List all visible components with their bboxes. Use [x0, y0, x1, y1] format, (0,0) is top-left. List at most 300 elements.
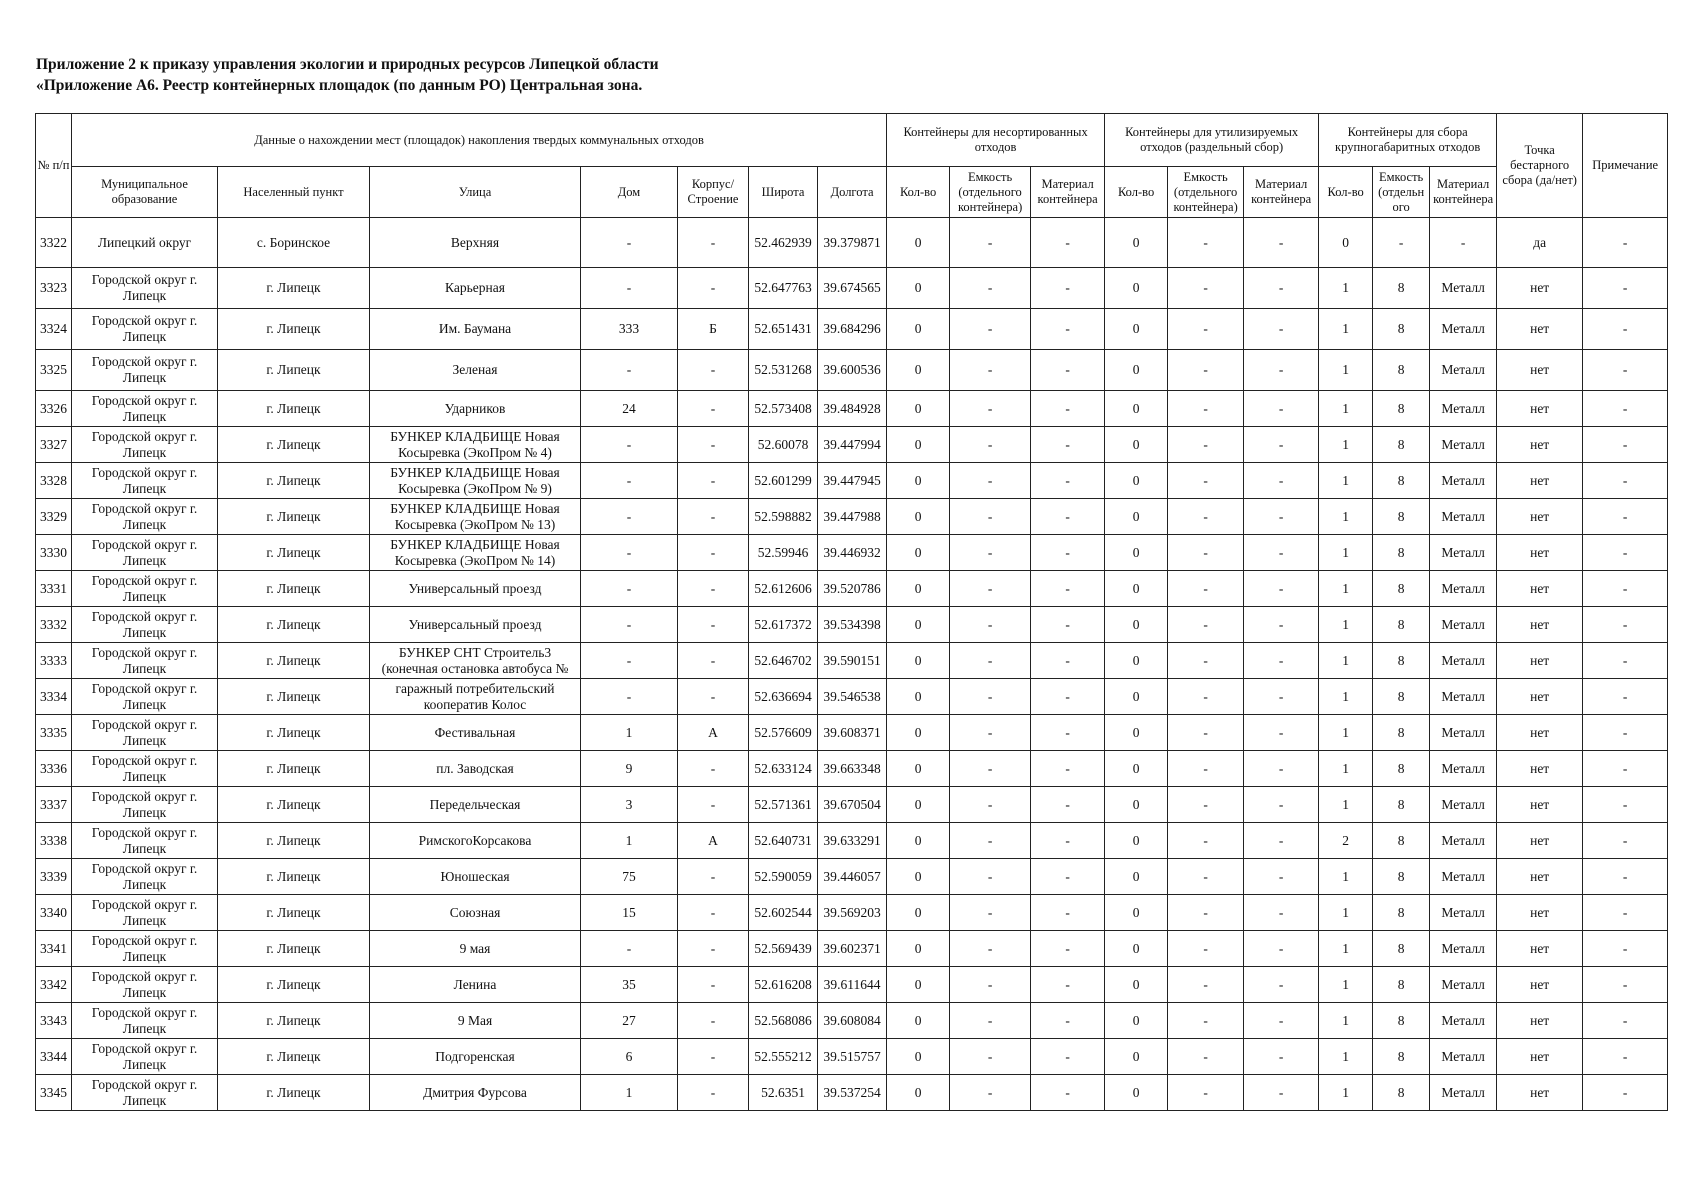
cell-unsorted-material: -: [1031, 1039, 1105, 1075]
cell-latitude: 52.640731: [749, 823, 818, 859]
cell-street: пл. Заводская: [370, 751, 581, 787]
cell-longitude: 39.447994: [818, 427, 887, 463]
cell-house: 1: [581, 715, 678, 751]
cell-recyclable-material: -: [1244, 967, 1319, 1003]
col-municipality-header: Муниципальное образование: [72, 167, 218, 218]
cell-municipality: Городской округ г. Липецк: [72, 350, 218, 391]
cell-bulky-count: 1: [1319, 268, 1373, 309]
cell-recyclable-count: 0: [1105, 463, 1168, 499]
cell-recyclable-material: -: [1244, 859, 1319, 895]
cell-house: -: [581, 350, 678, 391]
cell-street: Универсальный проезд: [370, 571, 581, 607]
cell-number: 3338: [36, 823, 72, 859]
cell-number: 3343: [36, 1003, 72, 1039]
cell-note: -: [1583, 715, 1668, 751]
cell-bulky-count: 1: [1319, 499, 1373, 535]
cell-recyclable-capacity: -: [1168, 499, 1244, 535]
table-row: [36, 499, 1668, 535]
cell-longitude: 39.447945: [818, 463, 887, 499]
cell-unsorted-count: 0: [887, 1039, 950, 1075]
cell-note: -: [1583, 427, 1668, 463]
cell-latitude: 52.571361: [749, 787, 818, 823]
col-unsorted-count-header: Кол-во: [887, 167, 950, 218]
cell-building: А: [678, 715, 749, 751]
cell-bulky-capacity: 8: [1373, 751, 1430, 787]
cell-bulky-capacity: 8: [1373, 1075, 1430, 1111]
cell-longitude: 39.446932: [818, 535, 887, 571]
cell-municipality: Городской округ г. Липецк: [72, 823, 218, 859]
cell-recyclable-capacity: -: [1168, 787, 1244, 823]
cell-number: 3331: [36, 571, 72, 607]
cell-latitude: 52.646702: [749, 643, 818, 679]
cell-note: -: [1583, 1039, 1668, 1075]
cell-building: -: [678, 1039, 749, 1075]
cell-recyclable-capacity: -: [1168, 391, 1244, 427]
cell-settlement: г. Липецк: [218, 1003, 370, 1039]
cell-unsorted-material: -: [1031, 751, 1105, 787]
col-group-location: Данные о нахождении мест (площадок) накопления твердых коммунальных отходов: [72, 114, 887, 167]
cell-recyclable-material: -: [1244, 427, 1319, 463]
cell-note: -: [1583, 499, 1668, 535]
cell-number: 3332: [36, 607, 72, 643]
cell-bulky-capacity: 8: [1373, 715, 1430, 751]
cell-latitude: 52.569439: [749, 931, 818, 967]
cell-recyclable-capacity: -: [1168, 218, 1244, 268]
cell-unsorted-capacity: -: [950, 643, 1031, 679]
cell-unsorted-material: -: [1031, 823, 1105, 859]
cell-recyclable-material: -: [1244, 715, 1319, 751]
cell-bulky-capacity: 8: [1373, 427, 1430, 463]
cell-longitude: 39.674565: [818, 268, 887, 309]
cell-bulky-material: Металл: [1430, 499, 1497, 535]
cell-recyclable-material: -: [1244, 787, 1319, 823]
cell-building: -: [678, 643, 749, 679]
table-row: [36, 350, 1668, 391]
cell-bulky-material: Металл: [1430, 895, 1497, 931]
cell-settlement: г. Липецк: [218, 535, 370, 571]
cell-bulky-capacity: 8: [1373, 967, 1430, 1003]
cell-unsorted-capacity: -: [950, 895, 1031, 931]
cell-bulky-material: Металл: [1430, 463, 1497, 499]
cell-unsorted-capacity: -: [950, 931, 1031, 967]
col-longitude-header: Долгота: [818, 167, 887, 218]
cell-recyclable-count: 0: [1105, 715, 1168, 751]
cell-unsorted-count: 0: [887, 787, 950, 823]
cell-street: 9 мая: [370, 931, 581, 967]
cell-municipality: Городской округ г. Липецк: [72, 679, 218, 715]
cell-bagless: нет: [1497, 463, 1583, 499]
cell-settlement: г. Липецк: [218, 268, 370, 309]
header-row-columns: [36, 167, 1668, 218]
cell-settlement: г. Липецк: [218, 931, 370, 967]
cell-recyclable-count: 0: [1105, 309, 1168, 350]
cell-street: Ленина: [370, 967, 581, 1003]
cell-unsorted-material: -: [1031, 1003, 1105, 1039]
cell-latitude: 52.633124: [749, 751, 818, 787]
cell-street: РимскогоКорсакова: [370, 823, 581, 859]
cell-recyclable-count: 0: [1105, 643, 1168, 679]
cell-note: -: [1583, 571, 1668, 607]
cell-number: 3328: [36, 463, 72, 499]
cell-longitude: 39.569203: [818, 895, 887, 931]
table-row: [36, 643, 1668, 679]
document-header: [36, 54, 659, 96]
table-row: [36, 823, 1668, 859]
cell-street: Верхняя: [370, 218, 581, 268]
cell-recyclable-count: 0: [1105, 787, 1168, 823]
cell-number: 3327: [36, 427, 72, 463]
cell-settlement: г. Липецк: [218, 787, 370, 823]
table-row: [36, 268, 1668, 309]
cell-number: 3335: [36, 715, 72, 751]
document-title-line-2: «Приложение А6. Реестр контейнерных площадок (по данным РО) Центральная зона.: [36, 77, 643, 94]
cell-longitude: 39.633291: [818, 823, 887, 859]
cell-unsorted-material: -: [1031, 535, 1105, 571]
cell-latitude: 52.612606: [749, 571, 818, 607]
cell-bulky-capacity: 8: [1373, 931, 1430, 967]
cell-unsorted-capacity: -: [950, 268, 1031, 309]
cell-bulky-material: Металл: [1430, 535, 1497, 571]
col-house-header: Дом: [581, 167, 678, 218]
cell-unsorted-material: -: [1031, 967, 1105, 1003]
cell-unsorted-material: -: [1031, 218, 1105, 268]
col-group-unsorted: Контейнеры для несортированных отходов: [887, 114, 1105, 167]
cell-recyclable-capacity: -: [1168, 1039, 1244, 1075]
cell-street: БУНКЕР КЛАДБИЩЕ Новая Косыревка (ЭкоПром № 14): [370, 535, 581, 571]
cell-building: -: [678, 931, 749, 967]
cell-latitude: 52.576609: [749, 715, 818, 751]
cell-bulky-count: 1: [1319, 607, 1373, 643]
cell-bulky-material: Металл: [1430, 427, 1497, 463]
cell-recyclable-capacity: -: [1168, 679, 1244, 715]
cell-building: -: [678, 1075, 749, 1111]
cell-bulky-capacity: 8: [1373, 787, 1430, 823]
table-row: [36, 571, 1668, 607]
cell-unsorted-capacity: -: [950, 535, 1031, 571]
cell-building: -: [678, 571, 749, 607]
cell-bulky-capacity: 8: [1373, 823, 1430, 859]
cell-building: -: [678, 463, 749, 499]
cell-bulky-count: 1: [1319, 967, 1373, 1003]
table-row: [36, 931, 1668, 967]
cell-unsorted-material: -: [1031, 679, 1105, 715]
cell-unsorted-material: -: [1031, 499, 1105, 535]
cell-bulky-capacity: 8: [1373, 571, 1430, 607]
cell-recyclable-capacity: -: [1168, 967, 1244, 1003]
cell-unsorted-count: 0: [887, 607, 950, 643]
cell-municipality: Городской округ г. Липецк: [72, 391, 218, 427]
cell-settlement: г. Липецк: [218, 499, 370, 535]
cell-bagless: нет: [1497, 499, 1583, 535]
cell-unsorted-count: 0: [887, 679, 950, 715]
cell-note: -: [1583, 218, 1668, 268]
table-header: [36, 114, 1668, 218]
cell-street: БУНКЕР КЛАДБИЩЕ Новая Косыревка (ЭкоПром № 13): [370, 499, 581, 535]
cell-recyclable-count: 0: [1105, 607, 1168, 643]
cell-unsorted-count: 0: [887, 218, 950, 268]
cell-bulky-material: Металл: [1430, 931, 1497, 967]
col-unsorted-capacity-header: Емкость (отдельного контейнера): [950, 167, 1031, 218]
cell-unsorted-capacity: -: [950, 787, 1031, 823]
cell-building: -: [678, 787, 749, 823]
cell-bulky-material: Металл: [1430, 309, 1497, 350]
cell-building: -: [678, 895, 749, 931]
cell-recyclable-capacity: -: [1168, 350, 1244, 391]
cell-bagless: нет: [1497, 391, 1583, 427]
cell-latitude: 52.636694: [749, 679, 818, 715]
cell-bagless: нет: [1497, 931, 1583, 967]
cell-note: -: [1583, 859, 1668, 895]
cell-number: 3342: [36, 967, 72, 1003]
cell-latitude: 52.651431: [749, 309, 818, 350]
cell-number: 3329: [36, 499, 72, 535]
cell-recyclable-count: 0: [1105, 391, 1168, 427]
col-latitude-header: Широта: [749, 167, 818, 218]
cell-settlement: г. Липецк: [218, 463, 370, 499]
cell-recyclable-material: -: [1244, 309, 1319, 350]
table-row: [36, 787, 1668, 823]
cell-bulky-count: 1: [1319, 1075, 1373, 1111]
cell-number: 3330: [36, 535, 72, 571]
cell-latitude: 52.602544: [749, 895, 818, 931]
cell-bagless: нет: [1497, 859, 1583, 895]
cell-bulky-count: 1: [1319, 787, 1373, 823]
cell-house: -: [581, 679, 678, 715]
cell-unsorted-material: -: [1031, 350, 1105, 391]
cell-recyclable-count: 0: [1105, 1003, 1168, 1039]
cell-settlement: г. Липецк: [218, 895, 370, 931]
cell-bulky-material: -: [1430, 218, 1497, 268]
cell-recyclable-count: 0: [1105, 931, 1168, 967]
cell-unsorted-material: -: [1031, 715, 1105, 751]
cell-longitude: 39.447988: [818, 499, 887, 535]
cell-unsorted-capacity: -: [950, 859, 1031, 895]
col-street-header: Улица: [370, 167, 581, 218]
cell-recyclable-material: -: [1244, 463, 1319, 499]
cell-municipality: Городской округ г. Липецк: [72, 751, 218, 787]
cell-unsorted-material: -: [1031, 643, 1105, 679]
cell-municipality: Городской округ г. Липецк: [72, 535, 218, 571]
cell-unsorted-count: 0: [887, 309, 950, 350]
cell-recyclable-count: 0: [1105, 427, 1168, 463]
cell-building: -: [678, 679, 749, 715]
cell-recyclable-capacity: -: [1168, 268, 1244, 309]
cell-street: Универсальный проезд: [370, 607, 581, 643]
cell-municipality: Городской округ г. Липецк: [72, 309, 218, 350]
cell-bagless: нет: [1497, 1039, 1583, 1075]
cell-unsorted-capacity: -: [950, 823, 1031, 859]
cell-municipality: Городской округ г. Липецк: [72, 715, 218, 751]
cell-municipality: Городской округ г. Липецк: [72, 895, 218, 931]
cell-unsorted-material: -: [1031, 391, 1105, 427]
cell-bulky-count: 1: [1319, 391, 1373, 427]
table-row: [36, 218, 1668, 268]
cell-unsorted-capacity: -: [950, 1075, 1031, 1111]
cell-recyclable-count: 0: [1105, 218, 1168, 268]
cell-recyclable-material: -: [1244, 895, 1319, 931]
cell-note: -: [1583, 895, 1668, 931]
cell-unsorted-material: -: [1031, 427, 1105, 463]
cell-recyclable-material: -: [1244, 931, 1319, 967]
cell-unsorted-count: 0: [887, 535, 950, 571]
cell-recyclable-capacity: -: [1168, 715, 1244, 751]
cell-bagless: нет: [1497, 1075, 1583, 1111]
table-row: [36, 895, 1668, 931]
cell-recyclable-material: -: [1244, 350, 1319, 391]
cell-recyclable-capacity: -: [1168, 931, 1244, 967]
cell-settlement: г. Липецк: [218, 823, 370, 859]
cell-latitude: 52.590059: [749, 859, 818, 895]
cell-house: -: [581, 218, 678, 268]
cell-note: -: [1583, 309, 1668, 350]
cell-building: -: [678, 427, 749, 463]
cell-building: -: [678, 1003, 749, 1039]
cell-recyclable-count: 0: [1105, 859, 1168, 895]
cell-recyclable-capacity: -: [1168, 463, 1244, 499]
cell-unsorted-count: 0: [887, 859, 950, 895]
cell-building: -: [678, 535, 749, 571]
cell-note: -: [1583, 268, 1668, 309]
table-row: [36, 607, 1668, 643]
cell-bulky-material: Металл: [1430, 391, 1497, 427]
cell-bulky-count: 1: [1319, 1003, 1373, 1039]
document-title-line-1: Приложение 2 к приказу управления экологии и природных ресурсов Липецкой области: [36, 56, 659, 73]
cell-note: -: [1583, 350, 1668, 391]
cell-unsorted-count: 0: [887, 895, 950, 931]
cell-recyclable-count: 0: [1105, 967, 1168, 1003]
cell-house: 3: [581, 787, 678, 823]
cell-building: -: [678, 268, 749, 309]
cell-bulky-count: 1: [1319, 679, 1373, 715]
cell-bulky-material: Металл: [1430, 1075, 1497, 1111]
cell-recyclable-count: 0: [1105, 350, 1168, 391]
cell-recyclable-capacity: -: [1168, 751, 1244, 787]
cell-bulky-count: 2: [1319, 823, 1373, 859]
cell-bagless: нет: [1497, 823, 1583, 859]
cell-municipality: Городской округ г. Липецк: [72, 499, 218, 535]
cell-note: -: [1583, 1075, 1668, 1111]
cell-bulky-count: 1: [1319, 350, 1373, 391]
cell-settlement: г. Липецк: [218, 751, 370, 787]
cell-street: Юношеская: [370, 859, 581, 895]
table-row: [36, 751, 1668, 787]
col-building-header: Корпус/ Строение: [678, 167, 749, 218]
table-row: [36, 1003, 1668, 1039]
cell-note: -: [1583, 967, 1668, 1003]
cell-unsorted-count: 0: [887, 931, 950, 967]
col-unsorted-material-header: Материал контейнера: [1031, 167, 1105, 218]
cell-bulky-count: 1: [1319, 715, 1373, 751]
cell-bulky-capacity: 8: [1373, 643, 1430, 679]
cell-street: Ударников: [370, 391, 581, 427]
cell-recyclable-count: 0: [1105, 1039, 1168, 1075]
cell-recyclable-capacity: -: [1168, 823, 1244, 859]
col-bagless-header: Точка бестарного сбора (да/нет): [1497, 114, 1583, 218]
cell-number: 3324: [36, 309, 72, 350]
cell-street: Фестивальная: [370, 715, 581, 751]
cell-bulky-material: Металл: [1430, 350, 1497, 391]
cell-bulky-count: 1: [1319, 895, 1373, 931]
cell-recyclable-count: 0: [1105, 751, 1168, 787]
cell-house: 1: [581, 823, 678, 859]
cell-bagless: нет: [1497, 1003, 1583, 1039]
cell-longitude: 39.590151: [818, 643, 887, 679]
cell-unsorted-count: 0: [887, 571, 950, 607]
cell-unsorted-capacity: -: [950, 679, 1031, 715]
cell-recyclable-capacity: -: [1168, 859, 1244, 895]
cell-unsorted-capacity: -: [950, 571, 1031, 607]
cell-bulky-count: 1: [1319, 463, 1373, 499]
cell-longitude: 39.600536: [818, 350, 887, 391]
cell-bagless: нет: [1497, 751, 1583, 787]
cell-recyclable-capacity: -: [1168, 309, 1244, 350]
cell-bulky-count: 1: [1319, 931, 1373, 967]
cell-latitude: 52.555212: [749, 1039, 818, 1075]
cell-street: БУНКЕР СНТ Строитель3 (конечная остановка автобуса №: [370, 643, 581, 679]
cell-unsorted-capacity: -: [950, 607, 1031, 643]
cell-note: -: [1583, 931, 1668, 967]
table-body: [36, 218, 1668, 1111]
cell-number: 3336: [36, 751, 72, 787]
cell-recyclable-count: 0: [1105, 571, 1168, 607]
cell-unsorted-material: -: [1031, 607, 1105, 643]
cell-unsorted-capacity: -: [950, 463, 1031, 499]
cell-unsorted-count: 0: [887, 391, 950, 427]
cell-bulky-capacity: 8: [1373, 499, 1430, 535]
cell-bagless: нет: [1497, 607, 1583, 643]
cell-unsorted-material: -: [1031, 931, 1105, 967]
cell-bagless: нет: [1497, 350, 1583, 391]
cell-settlement: г. Липецк: [218, 607, 370, 643]
cell-municipality: Городской округ г. Липецк: [72, 427, 218, 463]
cell-unsorted-count: 0: [887, 499, 950, 535]
cell-street: Передельческая: [370, 787, 581, 823]
cell-note: -: [1583, 787, 1668, 823]
cell-bulky-count: 1: [1319, 571, 1373, 607]
cell-unsorted-count: 0: [887, 1003, 950, 1039]
cell-number: 3337: [36, 787, 72, 823]
cell-longitude: 39.608371: [818, 715, 887, 751]
cell-note: -: [1583, 535, 1668, 571]
cell-recyclable-material: -: [1244, 823, 1319, 859]
cell-municipality: Городской округ г. Липецк: [72, 967, 218, 1003]
cell-bulky-capacity: 8: [1373, 350, 1430, 391]
cell-unsorted-material: -: [1031, 268, 1105, 309]
cell-street: Карьерная: [370, 268, 581, 309]
table-row: [36, 1039, 1668, 1075]
cell-latitude: 52.531268: [749, 350, 818, 391]
cell-bulky-capacity: 8: [1373, 309, 1430, 350]
cell-settlement: г. Липецк: [218, 391, 370, 427]
cell-street: гаражный потребительский кооператив Колос: [370, 679, 581, 715]
col-settlement-header: Населенный пункт: [218, 167, 370, 218]
cell-bulky-capacity: 8: [1373, 1003, 1430, 1039]
cell-recyclable-capacity: -: [1168, 535, 1244, 571]
cell-recyclable-capacity: -: [1168, 1075, 1244, 1111]
cell-recyclable-material: -: [1244, 571, 1319, 607]
cell-unsorted-count: 0: [887, 463, 950, 499]
col-bulky-count-header: Кол-во: [1319, 167, 1373, 218]
col-group-recyclable: Контейнеры для утилизируемых отходов (раздельный сбор): [1105, 114, 1319, 167]
table-row: [36, 967, 1668, 1003]
cell-unsorted-count: 0: [887, 751, 950, 787]
cell-building: -: [678, 350, 749, 391]
cell-municipality: Городской округ г. Липецк: [72, 571, 218, 607]
cell-bulky-count: 1: [1319, 309, 1373, 350]
cell-bagless: нет: [1497, 643, 1583, 679]
cell-municipality: Городской округ г. Липецк: [72, 931, 218, 967]
cell-bulky-count: 1: [1319, 535, 1373, 571]
